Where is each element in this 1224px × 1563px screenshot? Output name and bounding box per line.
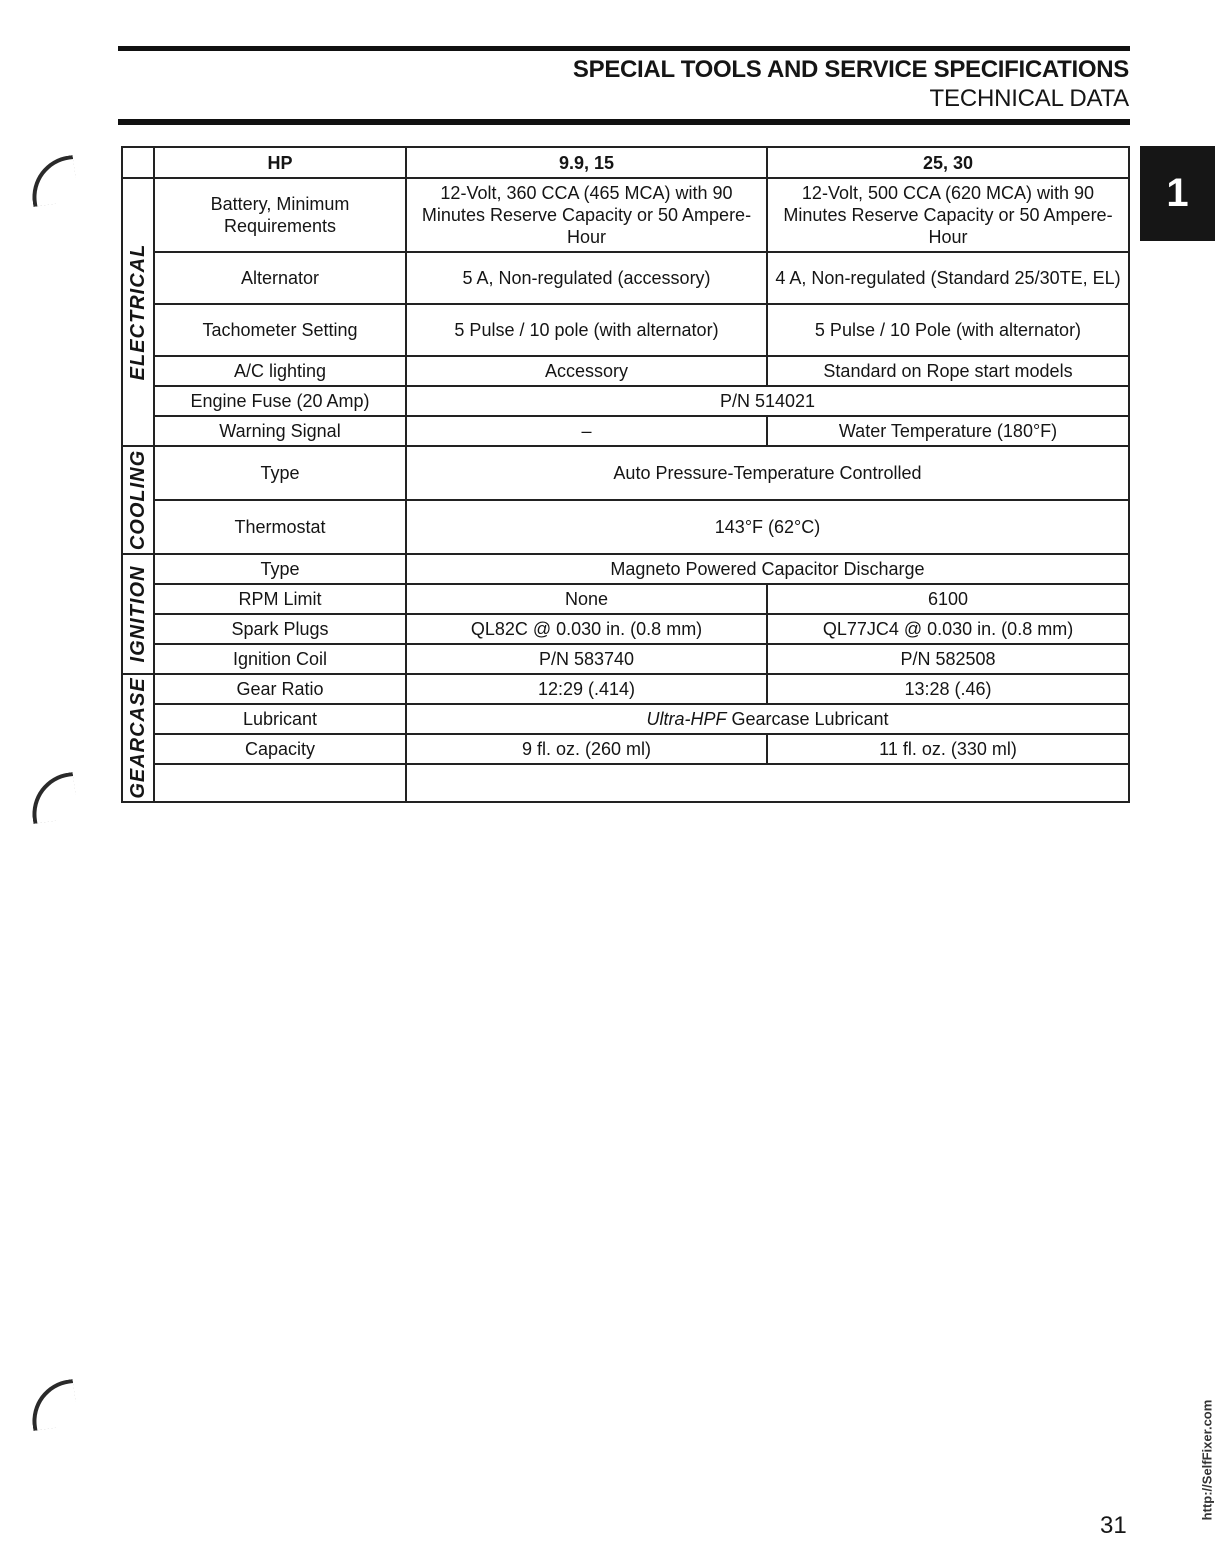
cell-value: 12:29 (.414) bbox=[406, 674, 767, 704]
table-row bbox=[122, 584, 1129, 614]
table-row bbox=[122, 252, 1129, 304]
row-label: Capacity bbox=[154, 734, 406, 764]
table-row bbox=[122, 644, 1129, 674]
section-label-text: IGNITION bbox=[127, 565, 149, 663]
cell-value: P/N 582508 bbox=[767, 644, 1129, 674]
cell-value: 13:28 (.46) bbox=[767, 674, 1129, 704]
cell-value: P/N 583740 bbox=[406, 644, 767, 674]
column-header-9-9-15: 9.9, 15 bbox=[406, 147, 767, 178]
cell-value-merged: Magneto Powered Capacitor Discharge bbox=[406, 554, 1129, 584]
chapter-tab: 1 bbox=[1140, 146, 1215, 241]
table-row bbox=[122, 446, 1129, 500]
lubricant-brand: Ultra-HPF bbox=[646, 709, 727, 729]
cell-value-merged bbox=[406, 704, 1129, 734]
cell-value-merged: 143°F (62°C) bbox=[406, 500, 1129, 554]
table-row bbox=[122, 674, 1129, 704]
binder-hole-mark bbox=[27, 772, 79, 824]
row-label: Battery, Minimum Requirements bbox=[154, 178, 406, 252]
page-title: SPECIAL TOOLS AND SERVICE SPECIFICATIONS bbox=[572, 56, 1129, 83]
cell-value: 12-Volt, 360 CCA (465 MCA) with 90 Minutes Reserve Capacity or 50 Ampere-Hour bbox=[406, 178, 767, 252]
cell-value: Water Temperature (180°F) bbox=[767, 416, 1129, 446]
column-header-25-30: 25, 30 bbox=[767, 147, 1129, 178]
page-subtitle: TECHNICAL DATA bbox=[929, 85, 1129, 112]
cell-value: 5 Pulse / 10 pole (with alternator) bbox=[406, 304, 767, 356]
row-label: Type bbox=[154, 446, 406, 500]
table-row-empty bbox=[122, 764, 1129, 802]
empty-cell bbox=[406, 764, 1129, 802]
side-url-watermark: http://SelfFixer.com bbox=[1199, 1399, 1215, 1521]
cell-value: 4 A, Non-regulated (Standard 25/30TE, EL) bbox=[767, 252, 1129, 304]
row-label: Thermostat bbox=[154, 500, 406, 554]
table-row bbox=[122, 500, 1129, 554]
section-label-text: COOLING bbox=[127, 449, 149, 551]
section-label-ignition bbox=[122, 554, 154, 674]
table-row bbox=[122, 356, 1129, 386]
cell-value: 5 A, Non-regulated (accessory) bbox=[406, 252, 767, 304]
section-label-text: GEARCASE bbox=[127, 677, 149, 799]
cell-value-merged: Auto Pressure-Temperature Controlled bbox=[406, 446, 1129, 500]
table-row bbox=[122, 304, 1129, 356]
row-label: Type bbox=[154, 554, 406, 584]
page-number: 31 bbox=[1100, 1512, 1127, 1539]
table-header-row bbox=[122, 147, 1129, 178]
cell-value: 12-Volt, 500 CCA (620 MCA) with 90 Minutes Reserve Capacity or 50 Ampere-Hour bbox=[767, 178, 1129, 252]
column-header-hp: HP bbox=[154, 147, 406, 178]
cell-value: QL77JC4 @ 0.030 in. (0.8 mm) bbox=[767, 614, 1129, 644]
binder-hole-mark bbox=[27, 155, 79, 207]
row-label: Spark Plugs bbox=[154, 614, 406, 644]
cell-value: QL82C @ 0.030 in. (0.8 mm) bbox=[406, 614, 767, 644]
row-label: A/C lighting bbox=[154, 356, 406, 386]
row-label: Tachometer Setting bbox=[154, 304, 406, 356]
cell-value: 9 fl. oz. (260 ml) bbox=[406, 734, 767, 764]
lubricant-text: Gearcase Lubricant bbox=[726, 709, 889, 729]
table-row bbox=[122, 386, 1129, 416]
row-label: RPM Limit bbox=[154, 584, 406, 614]
cell-value: None bbox=[406, 584, 767, 614]
table-row bbox=[122, 554, 1129, 584]
cell-value: Standard on Rope start models bbox=[767, 356, 1129, 386]
empty-cell bbox=[154, 764, 406, 802]
cell-value: 11 fl. oz. (330 ml) bbox=[767, 734, 1129, 764]
cell-value: Accessory bbox=[406, 356, 767, 386]
cell-value-merged: P/N 514021 bbox=[406, 386, 1129, 416]
cell-value: – bbox=[406, 416, 767, 446]
row-label: Ignition Coil bbox=[154, 644, 406, 674]
table-row bbox=[122, 704, 1129, 734]
table-row bbox=[122, 614, 1129, 644]
header-rule-top bbox=[118, 46, 1130, 51]
cell-value: 6100 bbox=[767, 584, 1129, 614]
row-label: Warning Signal bbox=[154, 416, 406, 446]
row-label: Lubricant bbox=[154, 704, 406, 734]
cell-value: 5 Pulse / 10 Pole (with alternator) bbox=[767, 304, 1129, 356]
corner-cell bbox=[122, 147, 154, 178]
spec-table bbox=[121, 146, 1130, 803]
section-label-electrical bbox=[122, 178, 154, 446]
row-label: Alternator bbox=[154, 252, 406, 304]
table-row bbox=[122, 416, 1129, 446]
table-row bbox=[122, 734, 1129, 764]
section-label-cooling bbox=[122, 446, 154, 554]
section-label-gearcase bbox=[122, 674, 154, 802]
header-rule-bottom bbox=[118, 119, 1130, 125]
row-label: Gear Ratio bbox=[154, 674, 406, 704]
row-label: Engine Fuse (20 Amp) bbox=[154, 386, 406, 416]
binder-hole-mark bbox=[27, 1379, 79, 1431]
section-label-text: ELECTRICAL bbox=[127, 243, 149, 381]
table-row bbox=[122, 178, 1129, 252]
